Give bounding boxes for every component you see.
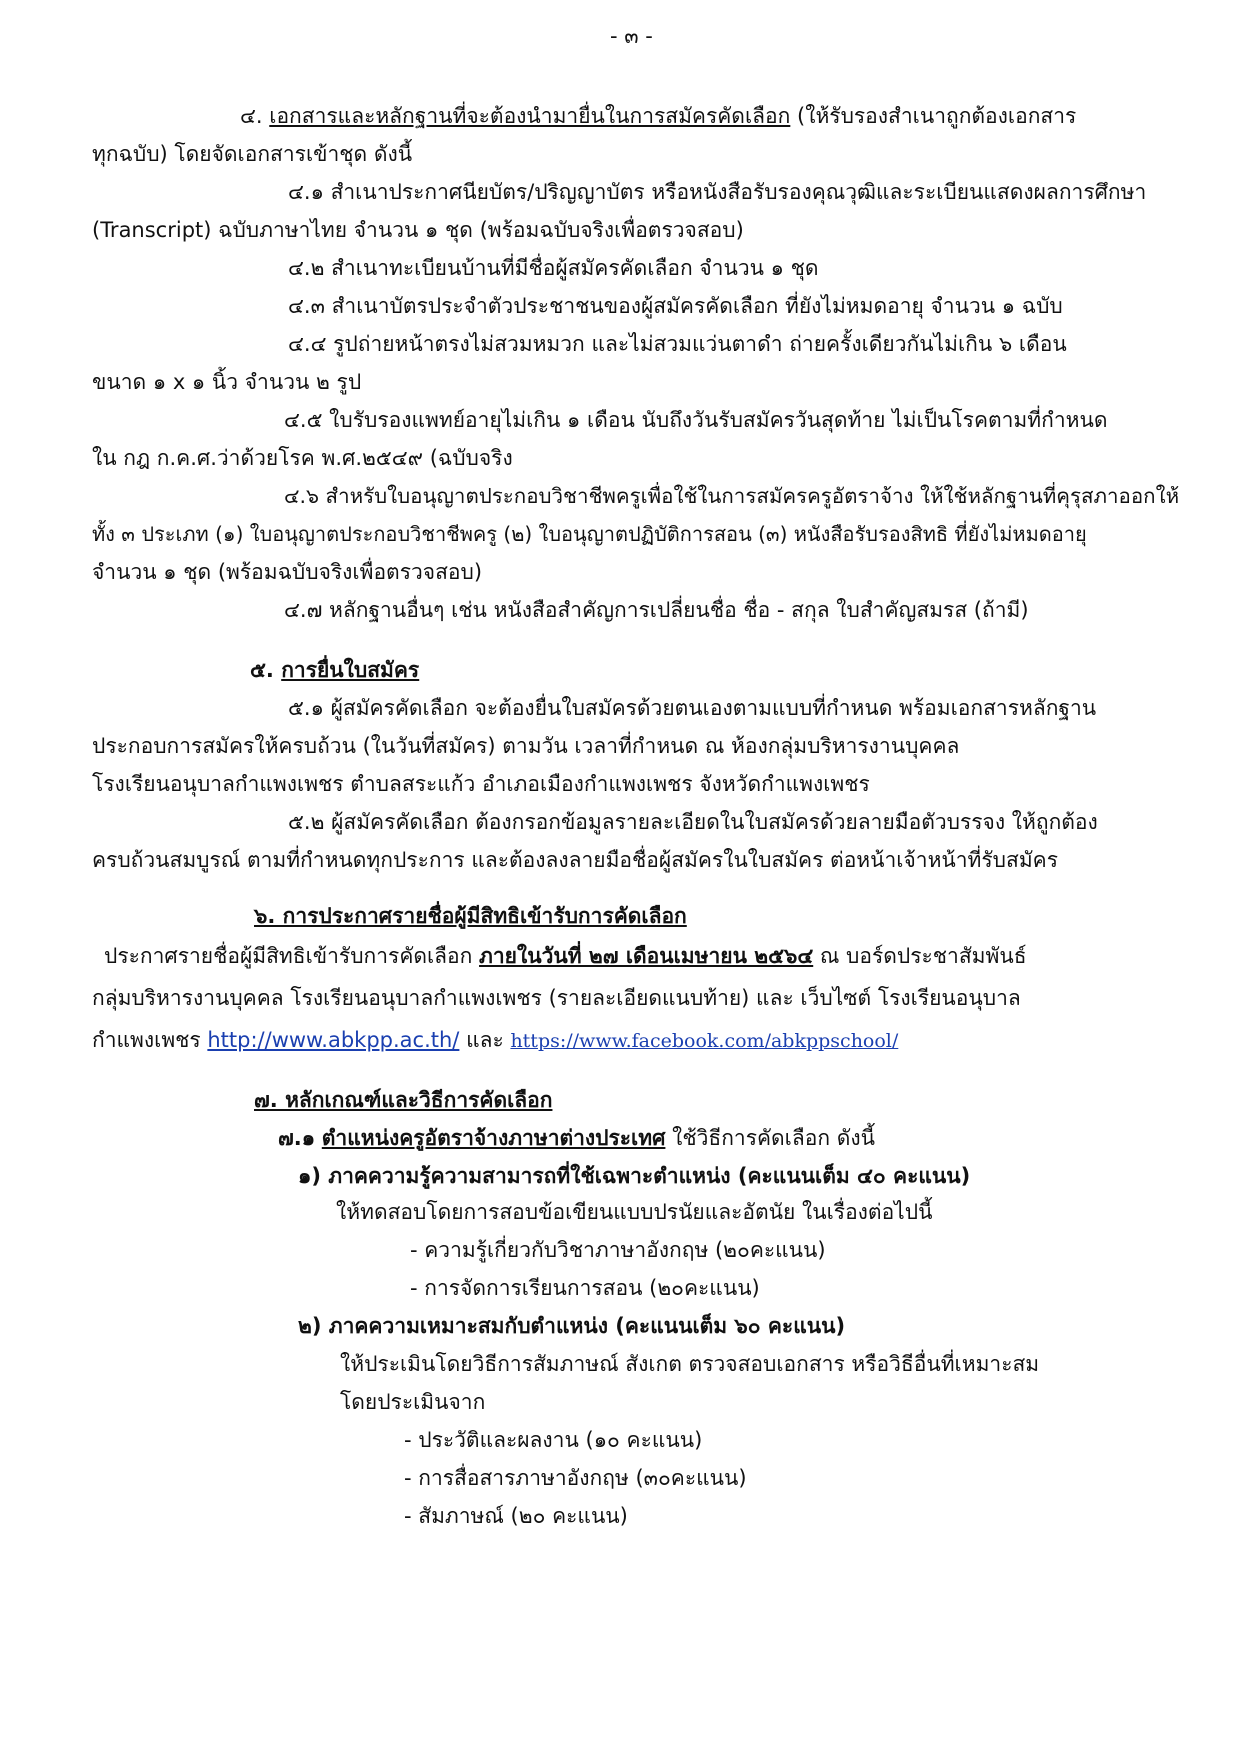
section-4-number: ๔. <box>240 104 263 128</box>
item-4-2: ๔.๒ สำเนาทะเบียนบ้านที่มีชื่อผู้สมัครคัดเลือก จำนวน ๑ ชุด <box>288 256 819 280</box>
item-5-1-line-1: ๕.๑ ผู้สมัครคัดเลือก จะต้องยื่นใบสมัครด้วยตนเองตามแบบที่กำหนด พร้อมเอกสารหลักฐาน <box>288 696 1097 720</box>
part-1-description: ให้ทดสอบโดยการสอบข้อเขียนแบบปรนัยและอัตนัย ในเรื่องต่อไปนี้ <box>336 1200 933 1224</box>
school-website-link[interactable]: http://www.abkpp.ac.th/ <box>207 1028 460 1052</box>
item-5-1-line-3: โรงเรียนอนุบาลกำแพงเพชร ตำบลสระแก้ว อำเภอเมืองกำแพงเพชร จังหวัดกำแพงเพชร <box>92 772 870 796</box>
section-4-title-tail: (ให้รับรองสำเนาถูกต้องเอกสาร <box>790 104 1077 128</box>
item-4-1-line-2: (Transcript) ฉบับภาษาไทย จำนวน ๑ ชุด (พร้อมฉบับจริงเพื่อตรวจสอบ) <box>92 218 744 242</box>
section-6-line-1 <box>104 942 1027 970</box>
page-number: - ๓ - <box>610 24 653 48</box>
section-4-title: เอกสารและหลักฐานที่จะต้องนำมายื่นในการสมัครคัดเลือก <box>269 104 791 128</box>
announce-place: ณ บอร์ดประชาสัมพันธ์ <box>813 944 1027 968</box>
item-4-1-line-1: ๔.๑ สำเนาประกาศนียบัตร/ปริญญาบัตร หรือหนังสือรับรองคุณวุฒิและระเบียนแสดงผลการศึกษา <box>288 180 1147 204</box>
part-2-item: - การสื่อสารภาษาอังกฤษ (๓๐คะแนน) <box>404 1466 747 1490</box>
part-2-description-2: โดยประเมินจาก <box>340 1390 486 1414</box>
section-4-heading <box>240 102 1076 130</box>
section-5-heading <box>250 656 419 684</box>
item-4-6-line-2: ทั้ง ๓ ประเภท (๑) ใบอนุญาตประกอบวิชาชีพครู (๒) ใบอนุญาตปฏิบัติการสอน (๓) หนังสือรับรองสิทธิ ที่ยังไม่หมดอายุ <box>92 522 1087 546</box>
part-2-heading: ๒) ภาคความเหมาะสมกับตำแหน่ง (คะแนนเต็ม ๖๐ คะแนน) <box>298 1314 846 1338</box>
section-7-1-tail: ใช้วิธีการคัดเลือก ดังนี้ <box>665 1126 875 1150</box>
item-4-6-line-3: จำนวน ๑ ชุด (พร้อมฉบับจริงเพื่อตรวจสอบ) <box>92 560 483 584</box>
item-5-2-line-2: ครบถ้วนสมบูรณ์ ตามที่กำหนดทุกประการ และต้องลงลายมือชื่อผู้สมัครในใบสมัคร ต่อหน้าเจ้าหน้าที่รับสมัคร <box>92 848 1058 872</box>
part-2-description: ให้ประเมินโดยวิธีการสัมภาษณ์ สังเกต ตรวจสอบเอกสาร หรือวิธีอื่นที่เหมาะสม <box>340 1352 1040 1376</box>
section-4-line-2: ทุกฉบับ) โดยจัดเอกสารเข้าชุด ดังนี้ <box>92 142 413 166</box>
item-5-2-line-1: ๕.๒ ผู้สมัครคัดเลือก ต้องกรอกข้อมูลรายละเอียดในใบสมัครด้วยลายมือตัวบรรจง ให้ถูกต้อง <box>288 810 1098 834</box>
and-text: และ <box>459 1028 511 1052</box>
part-1-item: - ความรู้เกี่ยวกับวิชาภาษาอังกฤษ (๒๐คะแนน) <box>410 1238 826 1262</box>
school-name-end: กำแพงเพชร <box>92 1028 208 1052</box>
announce-text: ประกาศรายชื่อผู้มีสิทธิเข้ารับการคัดเลือก <box>104 944 480 968</box>
section-6-line-3 <box>92 1026 898 1055</box>
part-2-item: - สัมภาษณ์ (๒๐ คะแนน) <box>404 1504 628 1528</box>
section-6-line-2: กลุ่มบริหารงานบุคคล โรงเรียนอนุบาลกำแพงเพชร (รายละเอียดแนบท้าย) และ เว็บไซต์ โรงเรียนอนุบาล <box>92 986 1021 1010</box>
section-7-1-number: ๗.๑ <box>278 1126 316 1150</box>
announce-date: ภายในวันที่ ๒๗ เดือนเมษายน ๒๕๖๔ <box>479 944 814 968</box>
section-7-1-heading <box>278 1124 875 1152</box>
item-5-1-line-2: ประกอบการสมัครให้ครบถ้วน (ในวันที่สมัคร) ตามวัน เวลาที่กำหนด ณ ห้องกลุ่มบริหารงานบุคคล <box>92 734 960 758</box>
part-2-item: - ประวัติและผลงาน (๑๐ คะแนน) <box>404 1428 703 1452</box>
item-4-4-line-1: ๔.๔ รูปถ่ายหน้าตรงไม่สวมหมวก และไม่สวมแว่นตาดำ ถ่ายครั้งเดียวกันไม่เกิน ๖ เดือน <box>288 332 1067 356</box>
item-4-6-line-1: ๔.๖ สำหรับใบอนุญาตประกอบวิชาชีพครูเพื่อใช้ในการสมัครครูอัตราจ้าง ให้ใช้หลักฐานที่คุรุสภาออกให้ <box>284 484 1180 508</box>
item-4-5-line-1: ๔.๕ ใบรับรองแพทย์อายุไม่เกิน ๑ เดือน นับถึงวันรับสมัครวันสุดท้าย ไม่เป็นโรคตามที่กำหนด <box>284 408 1108 432</box>
section-5-number: ๕. <box>250 658 274 682</box>
part-1-heading: ๑) ภาคความรู้ความสามารถที่ใช้เฉพาะตำแหน่ง (คะแนนเต็ม ๔๐ คะแนน) <box>298 1164 971 1188</box>
section-6-heading: ๖. การประกาศรายชื่อผู้มีสิทธิเข้ารับการคัดเลือก <box>254 904 687 928</box>
section-7-heading: ๗. หลักเกณฑ์และวิธีการคัดเลือก <box>254 1088 553 1112</box>
facebook-page-link[interactable]: https://www.facebook.com/abkppschool/ <box>510 1030 899 1052</box>
section-7-1-title: ตำแหน่งครูอัตราจ้างภาษาต่างประเทศ <box>321 1126 666 1150</box>
item-4-4-line-2: ขนาด ๑ x ๑ นิ้ว จำนวน ๒ รูป <box>92 370 362 394</box>
item-4-5-line-2: ใน กฎ ก.ค.ศ.ว่าด้วยโรค พ.ศ.๒๕๔๙ (ฉบับจริง <box>92 446 513 470</box>
part-1-item: - การจัดการเรียนการสอน (๒๐คะแนน) <box>410 1276 760 1300</box>
item-4-7: ๔.๗ หลักฐานอื่นๆ เช่น หนังสือสำคัญการเปลี่ยนชื่อ ชื่อ - สกุล ใบสำคัญสมรส (ถ้ามี) <box>284 598 1029 622</box>
item-4-3: ๔.๓ สำเนาบัตรประจำตัวประชาชนของผู้สมัครคัดเลือก ที่ยังไม่หมดอายุ จำนวน ๑ ฉบับ <box>288 294 1063 318</box>
section-5-title: การยื่นใบสมัคร <box>281 658 420 682</box>
